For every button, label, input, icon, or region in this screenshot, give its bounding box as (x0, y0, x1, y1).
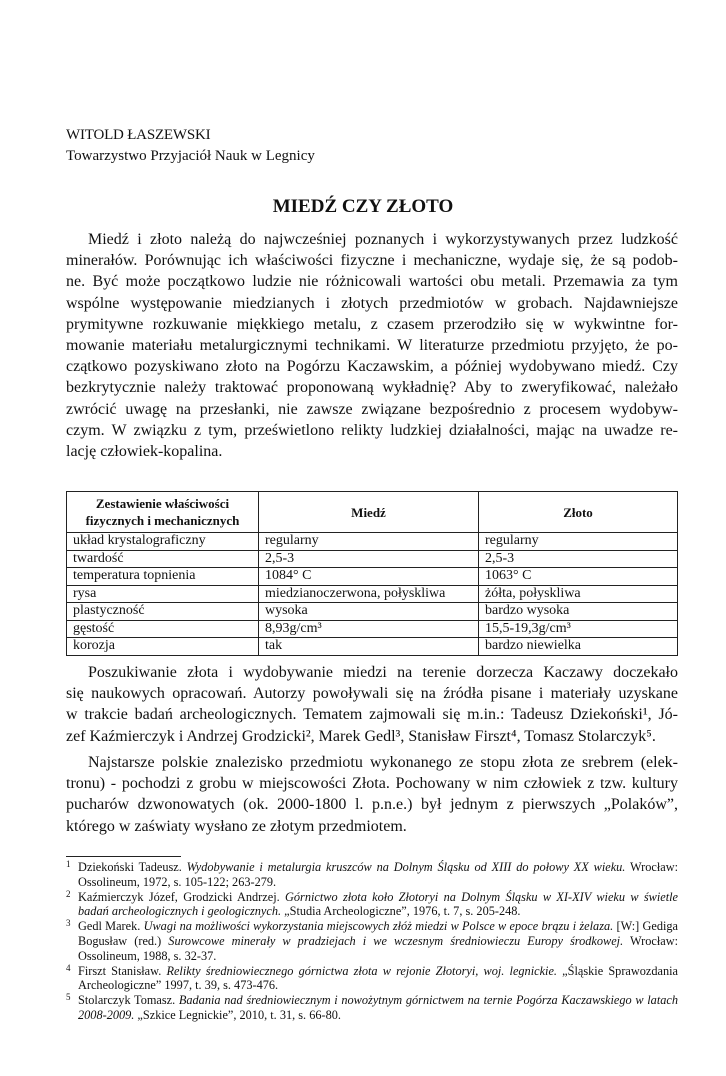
footnote-text: Firszt Stanisław. (78, 963, 167, 978)
property-cell: plastyczność (67, 603, 259, 621)
footnote-text: Wrocław: Ossolineum, 1988, s. 32-37. (78, 933, 679, 963)
footnote-number: 1 (66, 859, 71, 869)
footnote-number: 4 (66, 962, 71, 973)
footnote-separator (66, 856, 181, 857)
author-name: WITOLD ŁASZEWSKI (66, 127, 211, 143)
property-cell: twardość (67, 550, 259, 568)
text-line: lację człowiek-kopalina. (66, 442, 223, 460)
footnote-text: Dziekoński Tadeusz. (78, 860, 187, 874)
footnote (66, 890, 678, 920)
copper-value-cell: 2,5-3 (259, 550, 479, 568)
footnote-title: Relikty średniowiecznego górnictwa złota w rejonie Złotoryi, woj. legnickie. (166, 963, 557, 978)
property-cell: rysa (67, 585, 259, 603)
footnote-text: Gedl Marek. (78, 919, 144, 934)
footnote-title: Badania nad średniowiecznym i nowożytnym górnictwem na ternie Pogórza Kaczawskiego w latach 2008-2009. (78, 993, 678, 1022)
text-line: ne. Być może początkowo ludzie nie różnicowali wartości obu metali. Przemawia za tym (66, 273, 678, 291)
copper-value-cell: 8,93g/cm³ (259, 620, 479, 638)
footnote-title: Uwagi na możliwości wykorzystania miejscowych złóż miedzi w Polsce w epoce brązu i żelaza. (143, 919, 614, 934)
gold-value-cell: 1063° C (479, 568, 678, 586)
text-line: pucharów dzwonowatych (ok. 2000-1800 l. p.n.e.) był jednym z pierwszych „Polaków”, (66, 796, 678, 814)
paragraph-research (66, 662, 678, 747)
footnote-text: Stolarczyk Tomasz. (78, 993, 179, 1008)
property-cell: gęstość (67, 620, 259, 638)
property-cell: korozja (67, 638, 259, 656)
header-properties: Zestawienie właściwości fizycznych i mechanicznych (67, 492, 259, 533)
gold-value-cell: regularny (479, 533, 678, 551)
text-line: czym. W związku z tym, prześwietlono relikty ludzkiej działalności, mając na uwadze re- (66, 421, 678, 439)
footnote-title: Górnictwo złota koło Złotoryi na Dolnym Śląsku w XI-XIV wieku w świetle badań archeologicznych i geologicznych. (78, 889, 679, 919)
paragraph-oldest-find (66, 752, 678, 837)
text-line: Miedź i złoto należą do najwcześniej poznanych i wykorzystywanych przez ludzkość (88, 231, 678, 248)
article-title: MIEDŹ CZY ZŁOTO (272, 196, 454, 217)
text-line: wspólne występowanie miedzianych i złotych przedmiotów w grobach. Najdawniejsze (66, 294, 678, 312)
footnote-text: [W:] Gediga Bogusław (red.) (78, 919, 678, 948)
footnote-text: „Śląskie Sprawozdania Archeologiczne” 1997, t. 39, s. 473-476. (78, 963, 678, 993)
table-row (67, 533, 678, 551)
copper-value-cell: 1084° C (259, 568, 479, 586)
text-line: się naukowych opracowań. Autorzy powoływali się na źródła pisane i materiały uzyskane (66, 685, 678, 703)
author-affiliation: Towarzystwo Przyjaciół Nauk w Legnicy (66, 148, 315, 164)
footnotes (66, 860, 678, 1023)
footnote-text: Kaźmierczyk Józef, Grodzicki Andrzej. (78, 889, 286, 904)
footnote-title: Wydobywanie i metalurgia kruszców na Dolnym Śląsku od XIII do połowy XX wieku. (186, 860, 626, 874)
table-row (67, 585, 678, 603)
property-cell: układ krystalograficzny (67, 533, 259, 551)
footnote (66, 860, 678, 890)
footnote-number: 5 (66, 992, 71, 1003)
copper-value-cell: miedzianoczerwona, połyskliwa (259, 585, 479, 603)
gold-value-cell: bardzo wysoka (479, 603, 678, 621)
text-line: Najstarsze polskie znalezisko przedmiotu wykonanego ze stopu złota ze srebrem (elek- (88, 754, 678, 771)
header-gold: Złoto (479, 492, 678, 533)
copper-value-cell: wysoka (259, 603, 479, 621)
paragraph-intro (66, 229, 678, 462)
gold-value-cell: bardzo niewielka (479, 638, 678, 656)
footnote-text: „Studia Archeologiczne”, 1976, t. 7, s. 205-248. (281, 904, 521, 919)
header-copper: Miedź (259, 492, 479, 533)
footnote (66, 993, 678, 1023)
footnote-text: „Szkice Legnickie”, 2010, t. 31, s. 66-80. (134, 1007, 341, 1022)
gold-value-cell: 15,5-19,3g/cm³ (479, 620, 678, 638)
property-cell: temperatura topnienia (67, 568, 259, 586)
copper-value-cell: regularny (259, 533, 479, 551)
properties-table (66, 491, 678, 656)
table-header-row (67, 492, 678, 533)
text-line: prymitywne rozkuwanie miękkiego metalu, z czasem przerodziło się w wykwintne for- (66, 315, 678, 333)
table-row (67, 568, 678, 586)
text-line: czątkowo pozyskiwano złoto na Pogórzu Kaczawskim, a później wydobywano miedź. Czy (66, 358, 678, 376)
text-line: minerałów. Porównując ich właściwości fizyczne i mechaniczne, wydaje się, że są podob- (66, 252, 678, 270)
text-line: którego w zaświaty wysłano ze złotym przedmiotem. (66, 817, 407, 835)
gold-value-cell: 2,5-3 (479, 550, 678, 568)
footnote-number: 2 (66, 888, 71, 899)
footnote-number: 3 (66, 918, 71, 929)
text-line: zwrócić uwagę na przesłanki, nie zawsze związane bezpośrednio z procesem wydobyw- (66, 400, 678, 418)
table-row (67, 638, 678, 656)
table-row (67, 550, 678, 568)
text-line: bezkrytycznie należy traktować proponowaną wykładnię? Aby to zweryfikować, należało (66, 379, 678, 397)
text-line: zef Kaźmierczyk i Andrzej Grodzicki², Marek Gedl³, Stanisław Firszt⁴, Tomasz Stolarczyk⁵. (66, 727, 656, 745)
footnote-text: Wrocław: Ossolineum, 1972, s. 105-122; 263-279. (78, 860, 679, 889)
table-row (67, 620, 678, 638)
footnote (66, 919, 678, 963)
gold-value-cell: żółta, połyskliwa (479, 585, 678, 603)
footnote-title: Surowcowe minerały w pradziejach i we wczesnym średniowieczu Europy środkowej. (168, 933, 624, 948)
footnote (66, 964, 678, 994)
text-line: mowanie materiału metalurgicznymi technikami. W literaturze przedmiotu przyjęto, że po- (66, 336, 678, 354)
table-row (67, 603, 678, 621)
text-line: w trakcie badań archeologicznych. Tematem zajmowali się m.in.: Tadeusz Dziekoński¹, Jó- (66, 706, 678, 724)
copper-value-cell: tak (259, 638, 479, 656)
text-line: tronu) - pochodzi z grobu w miejscowości Złota. Pochowany w nim człowiek z tzw. kultury (66, 775, 678, 793)
text-line: Poszukiwanie złota i wydobywanie miedzi na terenie dorzecza Kaczawy doczekało (88, 664, 678, 681)
